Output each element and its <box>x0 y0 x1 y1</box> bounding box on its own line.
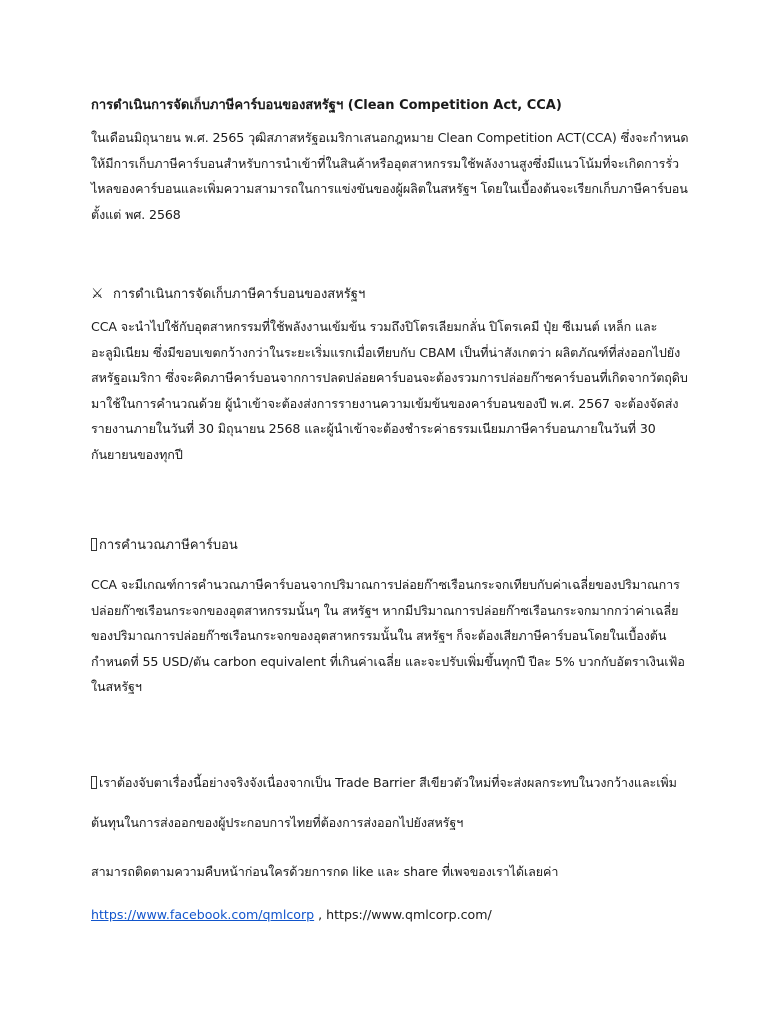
note-text: เราต้องจับตาเรื่องนี้อย่างจริงจังเนื่องจากเป็น Trade Barrier สีเขียวตัวใหม่ที่จะส่งผลกระทบในวงกว้างและเพิ่มต้นทุนในการส่งออกของผู้ประกอบการไทยที่ต้องการส่งออกไปยังสหรัฐฯ <box>91 775 677 830</box>
missing-glyph-icon <box>91 538 97 551</box>
collection-paragraph: CCA จะนำไปใช้กับอุตสาหกรรมที่ใช้พลังงานเข้มข้น รวมถึงปิโตรเลียมกลั่น ปิโตรเคมี ปุ๋ย ซีเมนต์ เหล็ก และอะลูมิเนียม ซึ่งมีขอบเขตกว้างกว่าในระยะเริ่มแรกเมื่อเทียบกับ CBAM เป็นที่น่าสังเกตว่า ผลิตภัณฑ์ที่ส่งออกไปยังสหรัฐอเมริกา ซึ่งจะคิดภาษีคาร์บอนจากการปลดปล่อยคาร์บอนจะต้องรวมการปล่อยก๊าซคาร์บอนที่เกิดจากวัตถุดิบมาใช้ในการคำนวณด้วย ผู้นำเข้าจะต้องส่งการรายงานความเข้มข้นของคาร์บอนของปี พ.ศ. 2567 จะต้องจัดส่งรายงานภายในวันที่ 30 มิถุนายน 2568 และผู้นำเข้าจะต้องชำระค่าธรรมเนียมภาษีคาร์บอนภายในวันที่ 30 กันยายนของทุกปี <box>91 319 688 462</box>
website-link[interactable]: https://www.qmlcorp.com/ <box>326 907 492 922</box>
links-line <box>91 905 691 925</box>
section-heading-calculation-text: การคำนวณภาษีคาร์บอน <box>99 538 238 553</box>
section-heading-collection <box>91 283 691 306</box>
facebook-link[interactable]: https://www.facebook.com/qmlcorp <box>91 907 315 922</box>
intro-paragraph: ในเดือนมิถุนายน พ.ศ. 2565 วุฒิสภาสหรัฐอเมริกาเสนอกฎหมาย Clean Competition ACT(CCA) ซึ่งจะกำหนดให้มีการเก็บภาษีคาร์บอนสำหรับการนำเข้าที่ในสินค้าหรืออุตสาหกรรมใช้พลังงานสูงซึ่งมีแนวโน้มที่จะเกิดการรั่วไหลของคาร์บอนและเพิ่มความสามารถในการแข่งขันของผู้ผลิตในสหรัฐฯ โดยในเบื้องต้นจะเรียกเก็บภาษีคาร์บอนตั้งแต่ พศ. 2568 <box>91 130 689 222</box>
missing-glyph-icon <box>91 776 97 789</box>
calculation-paragraph: CCA จะมีเกณฑ์การคำนวณภาษีคาร์บอนจากปริมาณการปล่อยก๊าซเรือนกระจกเทียบกับค่าเฉลี่ยของปริมาณการปล่อยก๊าซเรือนกระจกของอุตสาหกรรมนั้นๆ ใน สหรัฐฯ หากมีปริมาณการปล่อยก๊าซเรือนกระจกมากกว่าค่าเฉลี่ยของปริมาณการปล่อยก๊าซเรือนกระจกของอุตสาหกรรมนั้นใน สหรัฐฯ ก็จะต้องเสียภาษีคาร์บอนโดยในเบื้องต้น กำหนดที่ 55 USD/ตัน carbon equivalent ที่เกินค่าเฉลี่ย และจะปรับเพิ่มขึ้นทุกปี ปีละ 5% บวกกับอัตราเงินเฟ้อในสหรัฐฯ <box>91 577 685 694</box>
section-heading-collection-text: การดำเนินการจัดเก็บภาษีคาร์บอนของสหรัฐฯ <box>113 287 366 302</box>
links-separator: , <box>314 907 327 922</box>
note-paragraph <box>91 763 691 843</box>
section-heading-calculation <box>91 535 691 557</box>
document-title: การดำเนินการจัดเก็บภาษีคาร์บอนของสหรัฐฯ (Clean Competition Act, CCA) <box>91 98 562 113</box>
follow-paragraph: สามารถติดตามความคืบหน้าก่อนใครด้วยการกด like และ share ที่เพจของเราได้เลยค่า <box>91 864 559 879</box>
crossed-swords-icon: ⚔ <box>91 286 104 302</box>
